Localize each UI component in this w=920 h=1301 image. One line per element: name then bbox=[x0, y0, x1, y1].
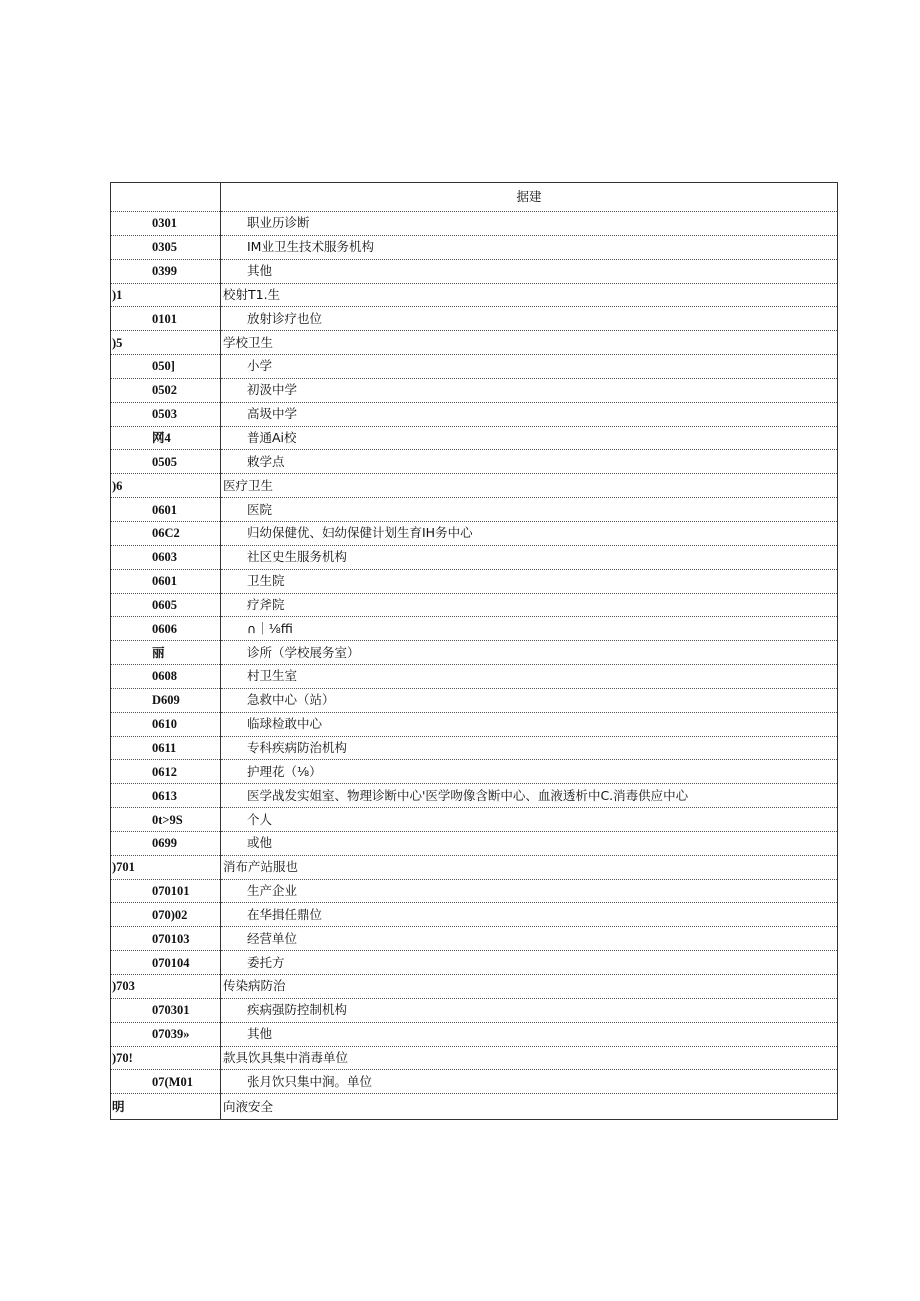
table-row bbox=[111, 593, 838, 617]
category-row bbox=[111, 1046, 838, 1070]
code-cell: D609 bbox=[111, 688, 221, 712]
name-cell: 个人 bbox=[221, 808, 838, 832]
name-cell: 或他 bbox=[221, 831, 838, 855]
table-row bbox=[111, 521, 838, 545]
category-row bbox=[111, 474, 838, 498]
header-name-cell: 据建 bbox=[221, 183, 838, 212]
table-row bbox=[111, 402, 838, 426]
name-cell: 疾病强防控制机构 bbox=[221, 998, 838, 1022]
code-cell: )1 bbox=[111, 283, 221, 307]
table-row bbox=[111, 307, 838, 331]
code-cell: 0605 bbox=[111, 593, 221, 617]
name-cell: ∩｜⅛ffi bbox=[221, 617, 838, 641]
name-cell: 临球检敢中心 bbox=[221, 712, 838, 736]
table-row bbox=[111, 927, 838, 951]
header-code-cell bbox=[111, 183, 221, 212]
table-row bbox=[111, 498, 838, 522]
code-cell: 0502 bbox=[111, 378, 221, 402]
code-cell: )701 bbox=[111, 855, 221, 879]
code-cell: 0101 bbox=[111, 307, 221, 331]
name-cell: 诊所（学校展务室） bbox=[221, 641, 838, 665]
table-row bbox=[111, 760, 838, 784]
code-cell: 070301 bbox=[111, 998, 221, 1022]
name-cell: 卫生院 bbox=[221, 569, 838, 593]
code-cell: 网4 bbox=[111, 426, 221, 450]
category-row bbox=[111, 1094, 838, 1120]
code-cell: 丽 bbox=[111, 641, 221, 665]
name-cell: 放射诊疗也位 bbox=[221, 307, 838, 331]
category-row bbox=[111, 975, 838, 999]
table-row bbox=[111, 1022, 838, 1046]
category-row bbox=[111, 855, 838, 879]
classification-table bbox=[110, 182, 838, 1120]
name-cell: IM业卫生技术服务机构 bbox=[221, 235, 838, 259]
table-row bbox=[111, 355, 838, 379]
table-row bbox=[111, 641, 838, 665]
table-header-row bbox=[111, 183, 838, 212]
name-cell: 经营单位 bbox=[221, 927, 838, 951]
name-cell: 高圾中学 bbox=[221, 402, 838, 426]
name-cell: 委托方 bbox=[221, 951, 838, 975]
code-cell: 0601 bbox=[111, 498, 221, 522]
table-body bbox=[111, 212, 838, 1120]
table-row bbox=[111, 569, 838, 593]
code-cell: 0699 bbox=[111, 831, 221, 855]
name-cell: 医疗卫生 bbox=[221, 474, 838, 498]
table-row bbox=[111, 259, 838, 283]
table-row bbox=[111, 212, 838, 236]
code-cell: 0610 bbox=[111, 712, 221, 736]
table-row bbox=[111, 378, 838, 402]
code-cell: )70! bbox=[111, 1046, 221, 1070]
table-row bbox=[111, 808, 838, 832]
name-cell: 消布产站服也 bbox=[221, 855, 838, 879]
name-cell: 职业历诊断 bbox=[221, 212, 838, 236]
name-cell: 专科疾病防治机构 bbox=[221, 736, 838, 760]
table-row bbox=[111, 665, 838, 689]
table-row bbox=[111, 1070, 838, 1094]
name-cell: 生产企业 bbox=[221, 879, 838, 903]
code-cell: 0503 bbox=[111, 402, 221, 426]
code-cell: 0608 bbox=[111, 665, 221, 689]
table-row bbox=[111, 831, 838, 855]
name-cell: 小学 bbox=[221, 355, 838, 379]
code-cell: 070103 bbox=[111, 927, 221, 951]
name-cell: 在华揖任鼎位 bbox=[221, 903, 838, 927]
name-cell: 校射T1.生 bbox=[221, 283, 838, 307]
table-row bbox=[111, 545, 838, 569]
code-cell: )6 bbox=[111, 474, 221, 498]
code-cell: 0505 bbox=[111, 450, 221, 474]
category-row bbox=[111, 283, 838, 307]
code-cell: 0t>9S bbox=[111, 808, 221, 832]
code-cell: 070104 bbox=[111, 951, 221, 975]
code-cell: 0399 bbox=[111, 259, 221, 283]
code-cell: 0603 bbox=[111, 545, 221, 569]
name-cell: 款具饮具集中消毒单位 bbox=[221, 1046, 838, 1070]
name-cell: 医学战发实姐室、物理诊断中心'医学吻像含断中心、血液透析中C.消毒供应中心 bbox=[221, 784, 838, 808]
code-cell: )703 bbox=[111, 975, 221, 999]
table-row bbox=[111, 235, 838, 259]
table-row bbox=[111, 736, 838, 760]
table-row bbox=[111, 784, 838, 808]
name-cell: 社区史生服务机构 bbox=[221, 545, 838, 569]
code-cell: 明 bbox=[111, 1094, 221, 1120]
code-cell: 0301 bbox=[111, 212, 221, 236]
name-cell: 护理花（⅛） bbox=[221, 760, 838, 784]
table-row bbox=[111, 426, 838, 450]
name-cell: 其他 bbox=[221, 259, 838, 283]
name-cell: 村卫生室 bbox=[221, 665, 838, 689]
code-cell: 0613 bbox=[111, 784, 221, 808]
name-cell: 疗斧院 bbox=[221, 593, 838, 617]
name-cell: 敕学点 bbox=[221, 450, 838, 474]
table-row bbox=[111, 998, 838, 1022]
table-row bbox=[111, 879, 838, 903]
table-row bbox=[111, 951, 838, 975]
name-cell: 归幼保健优、妇幼保健计划生育IH务中心 bbox=[221, 521, 838, 545]
category-row bbox=[111, 331, 838, 355]
code-cell: 070)02 bbox=[111, 903, 221, 927]
code-cell: 06C2 bbox=[111, 521, 221, 545]
code-cell: 050] bbox=[111, 355, 221, 379]
code-cell: )5 bbox=[111, 331, 221, 355]
name-cell: 其他 bbox=[221, 1022, 838, 1046]
name-cell: 急救中心（站） bbox=[221, 688, 838, 712]
name-cell: 向液安全 bbox=[221, 1094, 838, 1120]
name-cell: 张月饮只集中涧。单位 bbox=[221, 1070, 838, 1094]
name-cell: 初汲中学 bbox=[221, 378, 838, 402]
code-cell: 0611 bbox=[111, 736, 221, 760]
table-row bbox=[111, 450, 838, 474]
name-cell: 传染病防治 bbox=[221, 975, 838, 999]
name-cell: 医院 bbox=[221, 498, 838, 522]
code-cell: 0612 bbox=[111, 760, 221, 784]
name-cell: 学校卫生 bbox=[221, 331, 838, 355]
table-row bbox=[111, 617, 838, 641]
code-cell: 07039» bbox=[111, 1022, 221, 1046]
code-cell: 0601 bbox=[111, 569, 221, 593]
table-row bbox=[111, 712, 838, 736]
table-row bbox=[111, 903, 838, 927]
table-row bbox=[111, 688, 838, 712]
code-cell: 0606 bbox=[111, 617, 221, 641]
code-cell: 0305 bbox=[111, 235, 221, 259]
name-cell: 普通Ai校 bbox=[221, 426, 838, 450]
code-cell: 070101 bbox=[111, 879, 221, 903]
code-cell: 07(M01 bbox=[111, 1070, 221, 1094]
